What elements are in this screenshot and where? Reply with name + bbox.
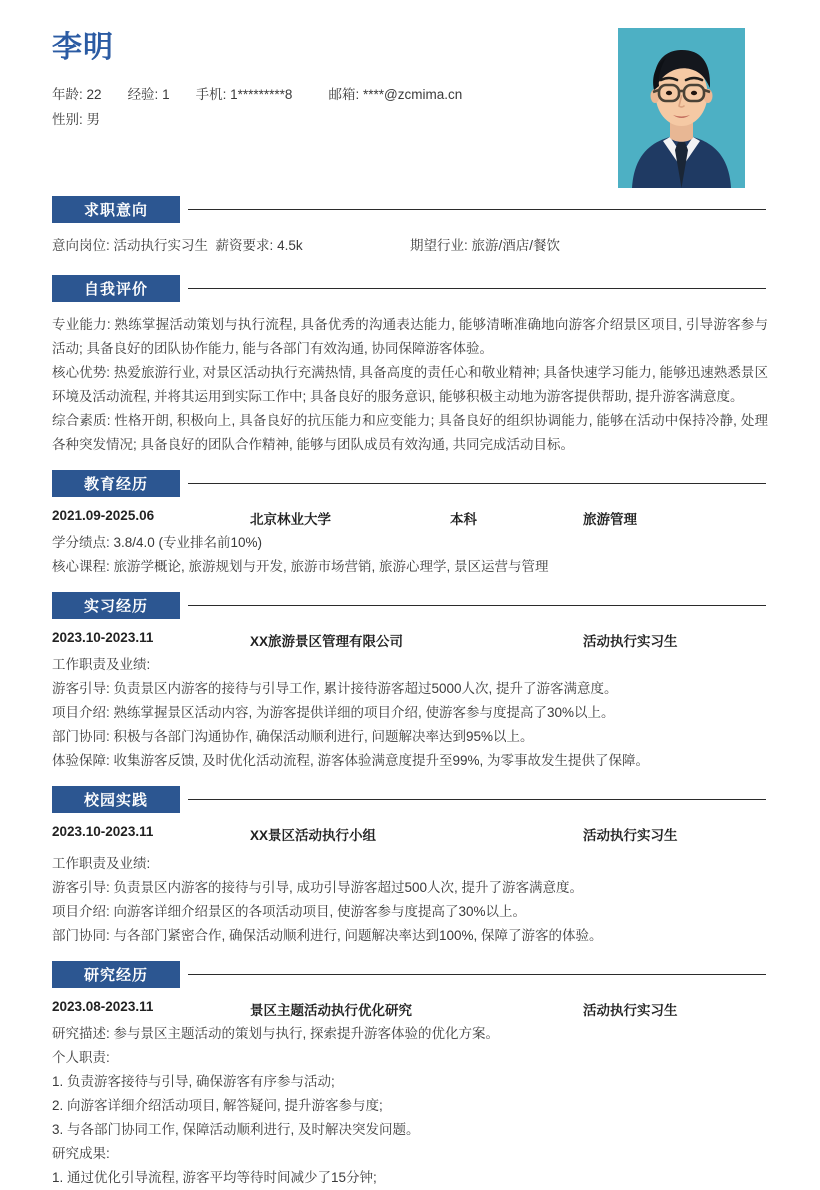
section-campus-practice — [0, 786, 820, 948]
research-duty-item: 2. 向游客详细介绍活动项目, 解答疑问, 提升游客参与度; — [52, 1098, 383, 1113]
portrait-photo-icon — [618, 28, 745, 188]
campus-duties-label: 工作职责及业绩: — [52, 856, 151, 871]
section-education — [0, 470, 820, 579]
industry-label: 期望行业: — [410, 238, 468, 253]
self-eval-paragraph: 综合素质: 性格开朗, 积极向上, 具备良好的抗压能力和应变能力; 具备良好的组织协调能力, 能够在活动中保持冷静, 处理各种突发情况; 具备良好的团队合作精神, 能够与团队成员有效沟通, 共同完成活动目标。 — [52, 413, 768, 452]
research-duty-item: 3. 与各部门协同工作, 保障活动顺利进行, 及时解决突发问题。 — [52, 1122, 420, 1137]
campus-org: XX景区活动执行小组 — [250, 828, 377, 843]
position-label: 意向岗位: — [52, 238, 110, 253]
section-badge-education: 教育经历 — [52, 470, 180, 497]
section-badge-internship: 实习经历 — [52, 592, 180, 619]
section-rule — [188, 605, 766, 606]
gender-value: 男 — [86, 112, 101, 127]
salary-label: 薪资要求: — [215, 238, 274, 253]
email-field — [328, 82, 462, 107]
avatar — [618, 28, 745, 188]
internship-duties-label: 工作职责及业绩: — [52, 657, 151, 672]
section-rule — [188, 974, 766, 975]
intent-row — [52, 234, 768, 258]
gender-label: 性别: — [52, 112, 83, 127]
education-degree: 本科 — [450, 512, 477, 527]
section-header-research — [52, 961, 768, 991]
internship-duty-item: 项目介绍: 熟练掌握景区活动内容, 为游客提供详细的项目介绍, 使游客参与度提高了30%以上。 — [52, 705, 615, 720]
campus-duty-item: 游客引导: 负责景区内游客的接待与引导, 成功引导游客超过500人次, 提升了游客满意度。 — [52, 880, 584, 895]
section-rule — [188, 288, 766, 289]
education-row — [52, 508, 768, 531]
section-badge-intent: 求职意向 — [52, 196, 180, 223]
education-courses: 核心课程: 旅游学概论, 旅游规划与开发, 旅游市场营销, 旅游心理学, 景区运营与管理 — [52, 559, 549, 574]
phone-field — [196, 82, 293, 107]
section-header-campus-practice — [52, 786, 768, 816]
education-school: 北京林业大学 — [250, 512, 331, 527]
research-result-item: 1. 通过优化引导流程, 游客平均等待时间减少了15分钟; — [52, 1170, 377, 1185]
salary-value: 4.5k — [277, 238, 303, 253]
section-self-evaluation — [0, 275, 820, 457]
research-results-label: 研究成果: — [52, 1146, 110, 1161]
experience-label: 经验: — [127, 87, 159, 102]
research-date: 2023.08-2023.11 — [52, 999, 154, 1014]
section-header-internship — [52, 592, 768, 622]
intent-right-group — [410, 234, 560, 258]
self-eval-paragraph: 核心优势: 热爱旅游行业, 对景区活动执行充满热情, 具备高度的责任心和敬业精神; 具备快速学习能力, 能够迅速熟悉景区环境及活动流程, 并将其运用到实际工作中; 具备良好的服务意识, 能够积极主动地为游客提供帮助, 提升游客满意度。 — [52, 365, 768, 404]
section-internship — [0, 592, 820, 773]
research-project: 景区主题活动执行优化研究 — [250, 1003, 412, 1018]
email-value: ****@zcmima.cn — [362, 87, 463, 102]
section-rule — [188, 209, 766, 210]
research-duties-label: 个人职责: — [52, 1050, 110, 1065]
section-rule — [188, 483, 766, 484]
age-label: 年龄: — [52, 87, 83, 102]
phone-value: 1*********8 — [230, 87, 293, 102]
section-header-self-evaluation — [52, 275, 768, 305]
campus-date: 2023.10-2023.11 — [52, 824, 154, 839]
research-role: 活动执行实习生 — [583, 1003, 678, 1018]
intent-left-group — [52, 234, 303, 258]
section-header-education — [52, 470, 768, 500]
section-research — [0, 961, 820, 1190]
education-gpa: 学分绩点: 3.8/4.0 (专业排名前10%) — [52, 535, 263, 550]
internship-duty-item: 游客引导: 负责景区内游客的接待与引导工作, 累计接待游客超过5000人次, 提升了游客满意度。 — [52, 681, 618, 696]
internship-date: 2023.10-2023.11 — [52, 630, 154, 645]
age-value: 22 — [86, 87, 102, 102]
resume-header — [0, 0, 820, 196]
internship-duty-item: 体验保障: 收集游客反馈, 及时优化活动流程, 游客体验满意度提升至99%, 为零事故发生提供了保障。 — [52, 753, 650, 768]
campus-duty-item: 项目介绍: 向游客详细介绍景区的各项活动项目, 使游客参与度提高了30%以上。 — [52, 904, 527, 919]
research-description: 研究描述: 参与景区主题活动的策划与执行, 探索提升游客体验的优化方案。 — [52, 1026, 500, 1041]
section-rule — [188, 799, 766, 800]
section-intent — [0, 196, 820, 258]
education-date: 2021.09-2025.06 — [52, 508, 155, 523]
research-duty-item: 1. 负责游客接待与引导, 确保游客有序参与活动; — [52, 1074, 335, 1089]
experience-value: 1 — [162, 87, 170, 102]
internship-row — [52, 630, 768, 653]
self-eval-paragraph: 专业能力: 熟练掌握活动策划与执行流程, 具备优秀的沟通表达能力, 能够清晰准确地向游客介绍景区项目, 引导游客参与活动; 具备良好的团队协作能力, 能与各部门有效沟通, 协同保障游客体验。 — [52, 317, 768, 356]
section-badge-research: 研究经历 — [52, 961, 180, 988]
page-title: 李明 — [52, 31, 114, 64]
age-field — [52, 82, 102, 107]
gender-field — [52, 107, 100, 132]
internship-company: XX旅游景区管理有限公司 — [250, 634, 404, 649]
campus-role: 活动执行实习生 — [583, 828, 678, 843]
phone-label: 手机: — [195, 87, 227, 102]
experience-field — [128, 82, 170, 107]
section-badge-campus-practice: 校园实践 — [52, 786, 180, 813]
email-label: 邮箱: — [328, 87, 360, 102]
position-value: 活动执行实习生 — [113, 238, 209, 253]
section-badge-self-evaluation: 自我评价 — [52, 275, 180, 302]
campus-duty-item: 部门协同: 与各部门紧密合作, 确保活动顺利进行, 问题解决率达到100%, 保障了游客的体验。 — [52, 928, 603, 943]
industry-value: 旅游/酒店/餐饮 — [471, 238, 561, 253]
section-header-intent — [52, 196, 768, 226]
campus-row — [52, 824, 768, 847]
internship-role: 活动执行实习生 — [583, 634, 678, 649]
education-major: 旅游管理 — [583, 512, 637, 527]
research-row — [52, 999, 768, 1022]
internship-duty-item: 部门协同: 积极与各部门沟通协作, 确保活动顺利进行, 问题解决率达到95%以上。 — [52, 729, 534, 744]
